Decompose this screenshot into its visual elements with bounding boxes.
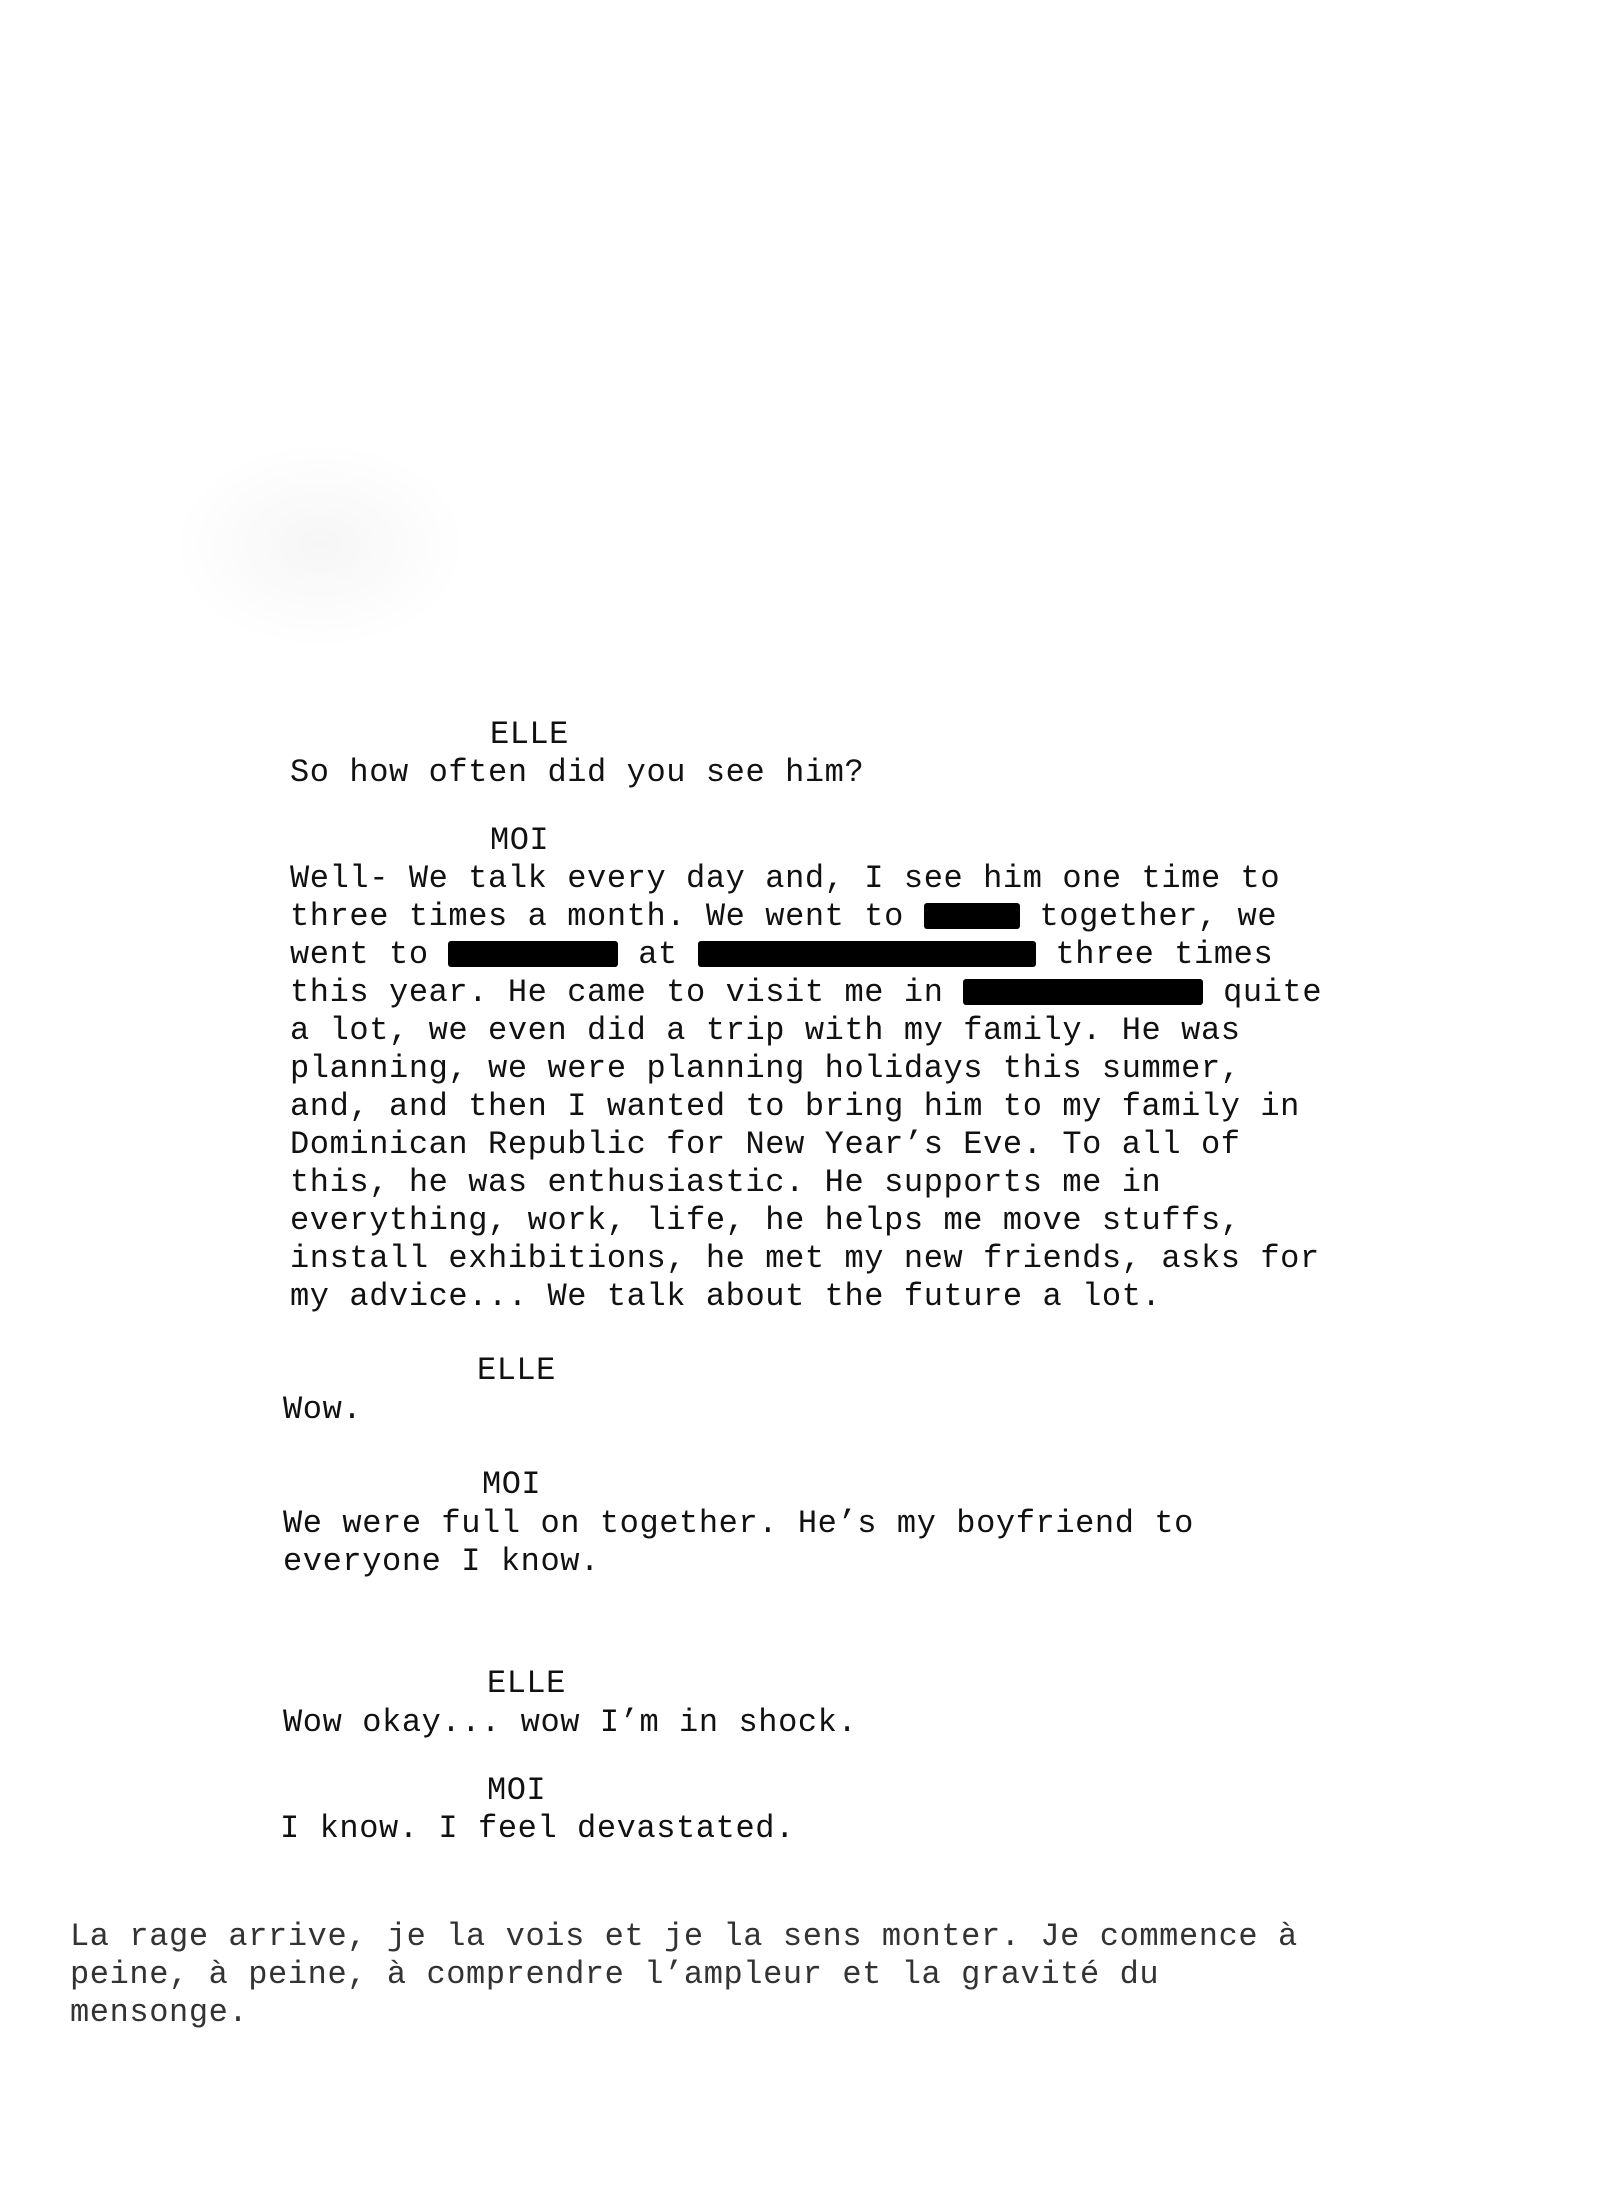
dialogue-line: Dominican Republic for New Year’s Eve. To all of [290, 1126, 1241, 1163]
line-segment: this year. He came to visit me in [290, 974, 964, 1011]
paper-smudge [170, 440, 470, 650]
narration-line: mensonge. [70, 1994, 249, 2031]
dialogue-line: a lot, we even did a trip with my family. He was [290, 1012, 1241, 1049]
dialogue-line: Wow. [283, 1391, 363, 1428]
line-segment: quite [1203, 974, 1323, 1011]
line-segment: three times [1035, 936, 1274, 973]
dialogue-line [290, 974, 1322, 1012]
speaker-name: ELLE [487, 1665, 566, 1702]
redaction-bar [963, 979, 1203, 1005]
speaker-name: ELLE [490, 716, 569, 753]
speaker-name: MOI [487, 1772, 547, 1809]
dialogue-line: Wow okay... wow I’m in shock. [283, 1704, 858, 1741]
line-segment: went to [290, 936, 449, 973]
dialogue-line: I know. I feel devastated. [280, 1810, 795, 1847]
dialogue-line: everything, work, life, he helps me move stuffs, [290, 1202, 1241, 1239]
redaction-bar [924, 903, 1020, 929]
redaction-bar [448, 941, 618, 967]
redaction-bar [698, 941, 1036, 967]
line-segment: together, we [1019, 898, 1278, 935]
dialogue-line: planning, we were planning holidays this summer, [290, 1050, 1241, 1087]
dialogue-line: this, he was enthusiastic. He supports me in [290, 1164, 1162, 1201]
dialogue-line [290, 936, 1273, 974]
narration-line: La rage arrive, je la vois et je la sens monter. Je commence à [70, 1918, 1298, 1955]
speaker-name: ELLE [477, 1352, 556, 1389]
speaker-name: MOI [490, 822, 550, 859]
dialogue-line: Well- We talk every day and, I see him one time to [290, 860, 1281, 897]
dialogue-line: my advice... We talk about the future a lot. [290, 1278, 1162, 1315]
narration-line: peine, à peine, à comprendre l’ampleur et la gravité du [70, 1956, 1160, 1993]
dialogue-line: So how often did you see him? [290, 754, 865, 791]
line-segment: at [618, 936, 698, 973]
line-segment: three times a month. We went to [290, 898, 924, 935]
dialogue-line: and, and then I wanted to bring him to my family in [290, 1088, 1300, 1125]
dialogue-line [290, 898, 1277, 936]
speaker-name: MOI [482, 1466, 542, 1503]
dialogue-line: install exhibitions, he met my new friends, asks for [290, 1240, 1320, 1277]
dialogue-line: We were full on together. He’s my boyfriend to [283, 1505, 1194, 1542]
dialogue-line: everyone I know. [283, 1543, 600, 1580]
